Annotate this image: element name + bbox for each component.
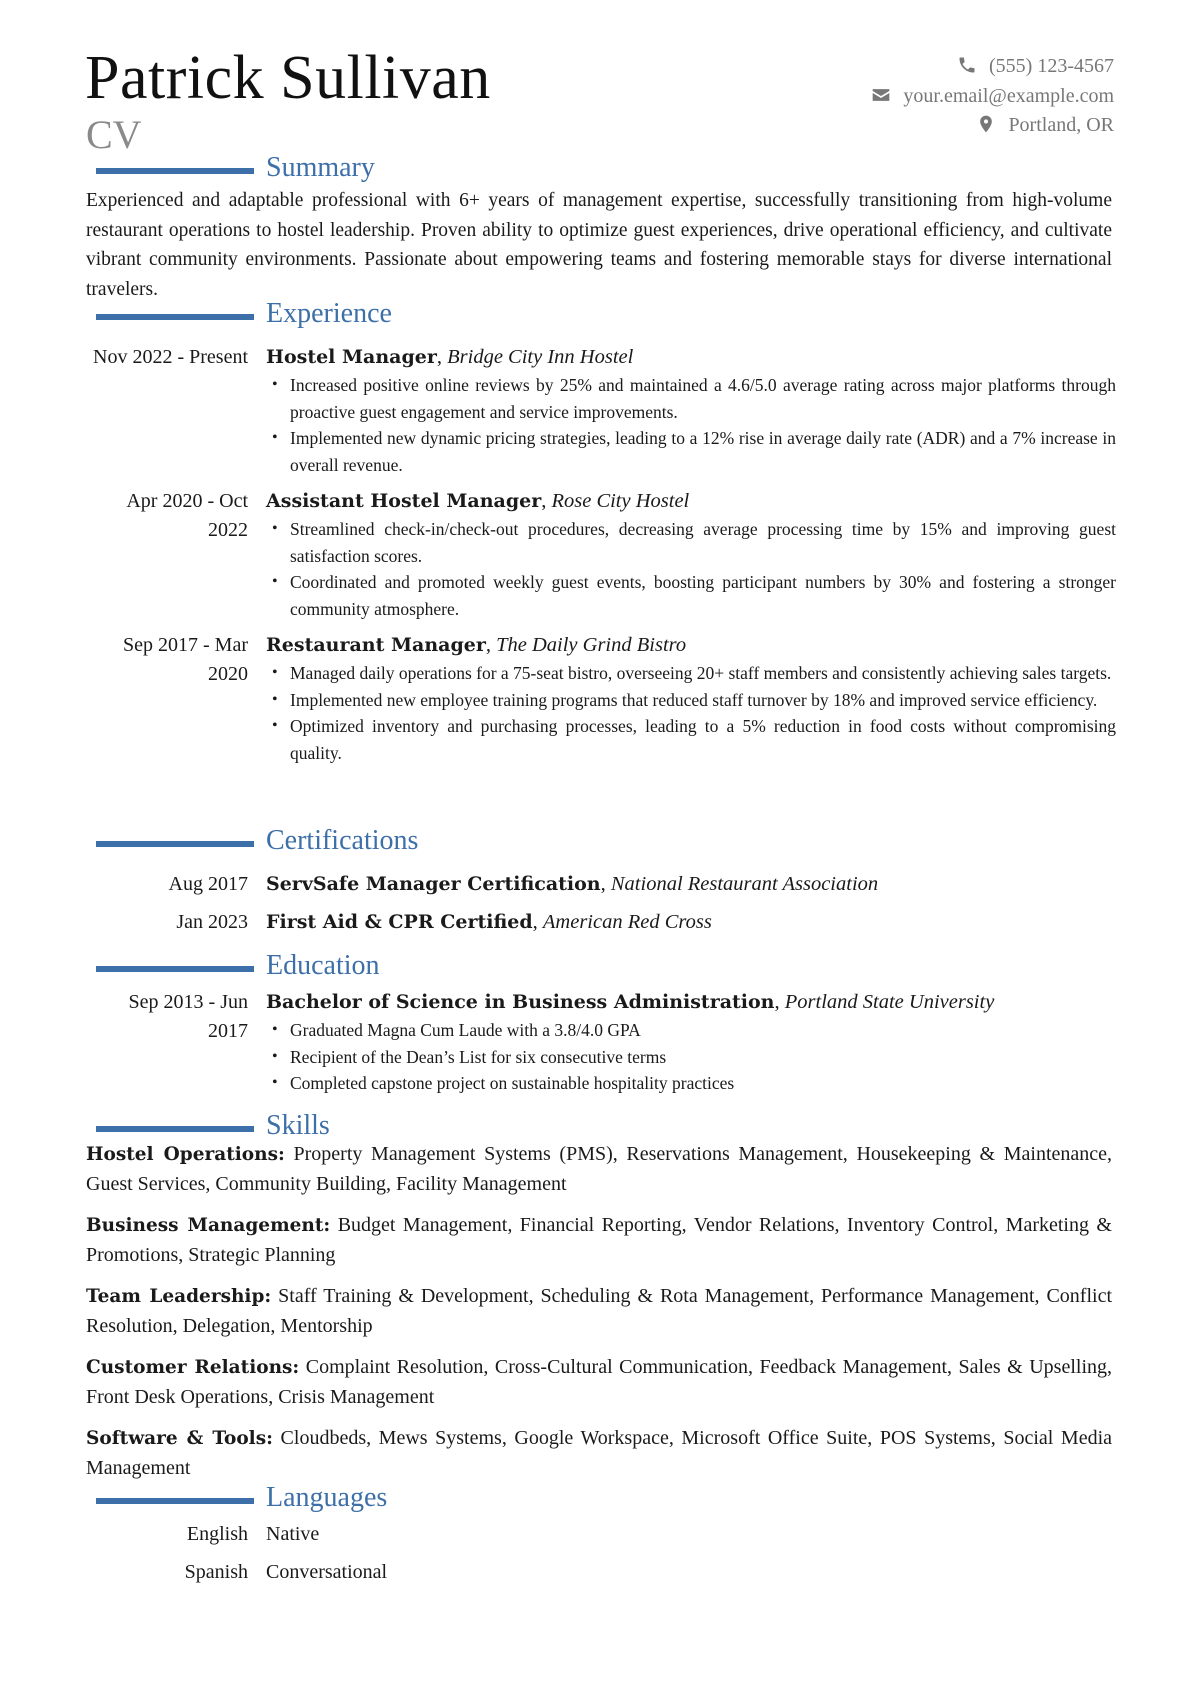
- document-type: CV: [86, 112, 142, 157]
- phone-text: (555) 123-4567: [989, 55, 1114, 77]
- section-bar: [96, 168, 254, 174]
- section-title: Skills: [266, 1110, 330, 1141]
- skill-label: Customer Relations:: [86, 1357, 300, 1378]
- envelope-icon: [871, 85, 891, 105]
- skill-text: Cloudbeds, Mews Systems, Google Workspace, Microsoft Office Suite, POS Systems, Social Media Management: [86, 1427, 1113, 1479]
- language-name: Spanish: [184, 1561, 248, 1583]
- entry-date: Aug 2017: [168, 873, 248, 895]
- list-item: • Optimized inventory and purchasing processes, leading to a 5% reduction in food costs without compromising quality.: [266, 713, 1116, 766]
- entry-bullets: [266, 660, 1116, 766]
- skill-text: Complaint Resolution, Cross-Cultural Communication, Feedback Management, Sales & Upselling, Front Desk Operations, Crisis Management: [86, 1356, 1112, 1408]
- entry-date: Jan 2023: [176, 911, 248, 933]
- entry-body: [266, 487, 1116, 622]
- entry-bullets: [266, 372, 1116, 478]
- person-name: Patrick Sullivan: [85, 44, 491, 112]
- entry-heading: First Aid & CPR Certified, American Red Cross: [266, 911, 712, 933]
- contact-email: [714, 82, 1114, 112]
- list-item: • Increased positive online reviews by 25% and maintained a 4.6/5.0 average rating across major platforms through proactive guest engagement and service improvements.: [266, 372, 1116, 425]
- entry-org: Bridge City Inn Hostel: [447, 346, 634, 368]
- entry-heading: Assistant Hostel Manager, Rose City Hostel: [266, 490, 690, 512]
- list-item: • Completed capstone project on sustainable hospitality practices: [266, 1070, 1116, 1097]
- map-pin-icon: [976, 114, 996, 134]
- skills-list: [86, 1140, 1112, 1495]
- skill-group: [86, 1211, 1112, 1270]
- entry-org: American Red Cross: [542, 911, 712, 933]
- section-bar: [96, 966, 254, 972]
- list-item: • Implemented new employee training programs that reduced staff turnover by 18% and improved service efficiency.: [266, 687, 1116, 714]
- entry-title: Hostel Manager: [266, 346, 437, 368]
- section-title: Experience: [266, 298, 392, 329]
- entry-bullets: [266, 516, 1116, 622]
- entry-body: [266, 343, 1116, 478]
- entry-heading: Restaurant Manager, The Daily Grind Bistro: [266, 634, 687, 656]
- phone-icon: [957, 55, 977, 75]
- skill-text: Budget Management, Financial Reporting, Vendor Relations, Inventory Control, Marketing & Promotions, Strategic Planning: [86, 1214, 1112, 1266]
- entry-date: Sep 2017 - Mar 2020: [123, 634, 248, 685]
- list-item: • Streamlined check-in/check-out procedures, decreasing average processing time by 15% and improving guest satisfaction scores.: [266, 516, 1116, 569]
- entry-title: Assistant Hostel Manager: [266, 490, 542, 512]
- entry-body: [266, 631, 1116, 766]
- entry-date: Sep 2013 - Jun 2017: [128, 991, 248, 1042]
- section-title: Languages: [266, 1482, 388, 1513]
- entry-date: Nov 2022 - Present: [93, 346, 248, 368]
- entry-org: National Restaurant Association: [610, 873, 879, 895]
- section-bar: [96, 1126, 254, 1132]
- language-name: English: [186, 1523, 248, 1545]
- section-title: Certifications: [266, 825, 419, 856]
- section-bar: [96, 1498, 254, 1504]
- entry-body: [266, 870, 1116, 899]
- skill-group: [86, 1282, 1112, 1341]
- skill-label: Team Leadership:: [86, 1286, 272, 1307]
- entry-body: [266, 908, 1116, 937]
- entry-title: Bachelor of Science in Business Administration: [266, 991, 775, 1013]
- skill-group: [86, 1424, 1112, 1483]
- entry-date: Apr 2020 - Oct 2022: [126, 490, 248, 541]
- location-text: Portland, OR: [1008, 114, 1114, 136]
- section-bar: [96, 841, 254, 847]
- entry-heading: Bachelor of Science in Business Administration, Portland State University: [266, 991, 995, 1013]
- skill-group: [86, 1353, 1112, 1412]
- summary-text: Experienced and adaptable professional with 6+ years of management expertise, successfully transitioning from high-volume restaurant operations to hostel leadership. Proven ability to optimize guest experiences, drive operational efficiency, and cultivate vibrant community environments. Passionate about empowering teams and fostering memorable stays for diverse international travelers.: [86, 190, 1112, 300]
- entry-heading: Hostel Manager, Bridge City Inn Hostel: [266, 346, 634, 368]
- contact-phone: [714, 52, 1114, 82]
- section-title: Education: [266, 950, 380, 981]
- section-bar: [96, 314, 254, 320]
- entry-title: First Aid & CPR Certified: [266, 911, 533, 933]
- list-item: • Coordinated and promoted weekly guest events, boosting participant numbers by 30% and fostering a stronger community atmosphere.: [266, 569, 1116, 622]
- skill-text: Property Management Systems (PMS), Reservations Management, Housekeeping & Maintenance, Guest Services, Community Building, Facility Management: [86, 1143, 1113, 1195]
- skill-label: Software & Tools:: [86, 1428, 273, 1449]
- list-item: • Managed daily operations for a 75-seat bistro, overseeing 20+ staff members and consistently achieving sales targets.: [266, 660, 1116, 687]
- list-item: • Recipient of the Dean’s List for six consecutive terms: [266, 1044, 1116, 1071]
- skill-label: Hostel Operations:: [86, 1144, 285, 1165]
- entry-body: [266, 988, 1116, 1097]
- skill-group: [86, 1140, 1112, 1199]
- skill-label: Business Management:: [86, 1215, 331, 1236]
- entry-title: ServSafe Manager Certification: [266, 873, 601, 895]
- contact-block: [714, 52, 1114, 141]
- contact-location: [714, 111, 1114, 141]
- entry-org: Rose City Hostel: [551, 490, 690, 512]
- entry-org: The Daily Grind Bistro: [496, 634, 687, 656]
- entry-org: Portland State University: [784, 991, 995, 1013]
- skill-text: Staff Training & Development, Scheduling & Rota Management, Performance Management, Conflict Resolution, Delegation, Mentorship: [86, 1285, 1112, 1337]
- entry-title: Restaurant Manager: [266, 634, 486, 656]
- language-level: Native: [266, 1523, 320, 1545]
- entry-heading: ServSafe Manager Certification, National Restaurant Association: [266, 873, 879, 895]
- entry-bullets: [266, 1017, 1116, 1097]
- section-title: Summary: [266, 152, 375, 183]
- list-item: • Implemented new dynamic pricing strategies, leading to a 12% rise in average daily rate (ADR) and a 7% increase in overall revenue.: [266, 425, 1116, 478]
- language-level: Conversational: [266, 1561, 388, 1583]
- list-item: • Graduated Magna Cum Laude with a 3.8/4.0 GPA: [266, 1017, 1116, 1044]
- email-link[interactable]: your.email@example.com: [903, 84, 1114, 107]
